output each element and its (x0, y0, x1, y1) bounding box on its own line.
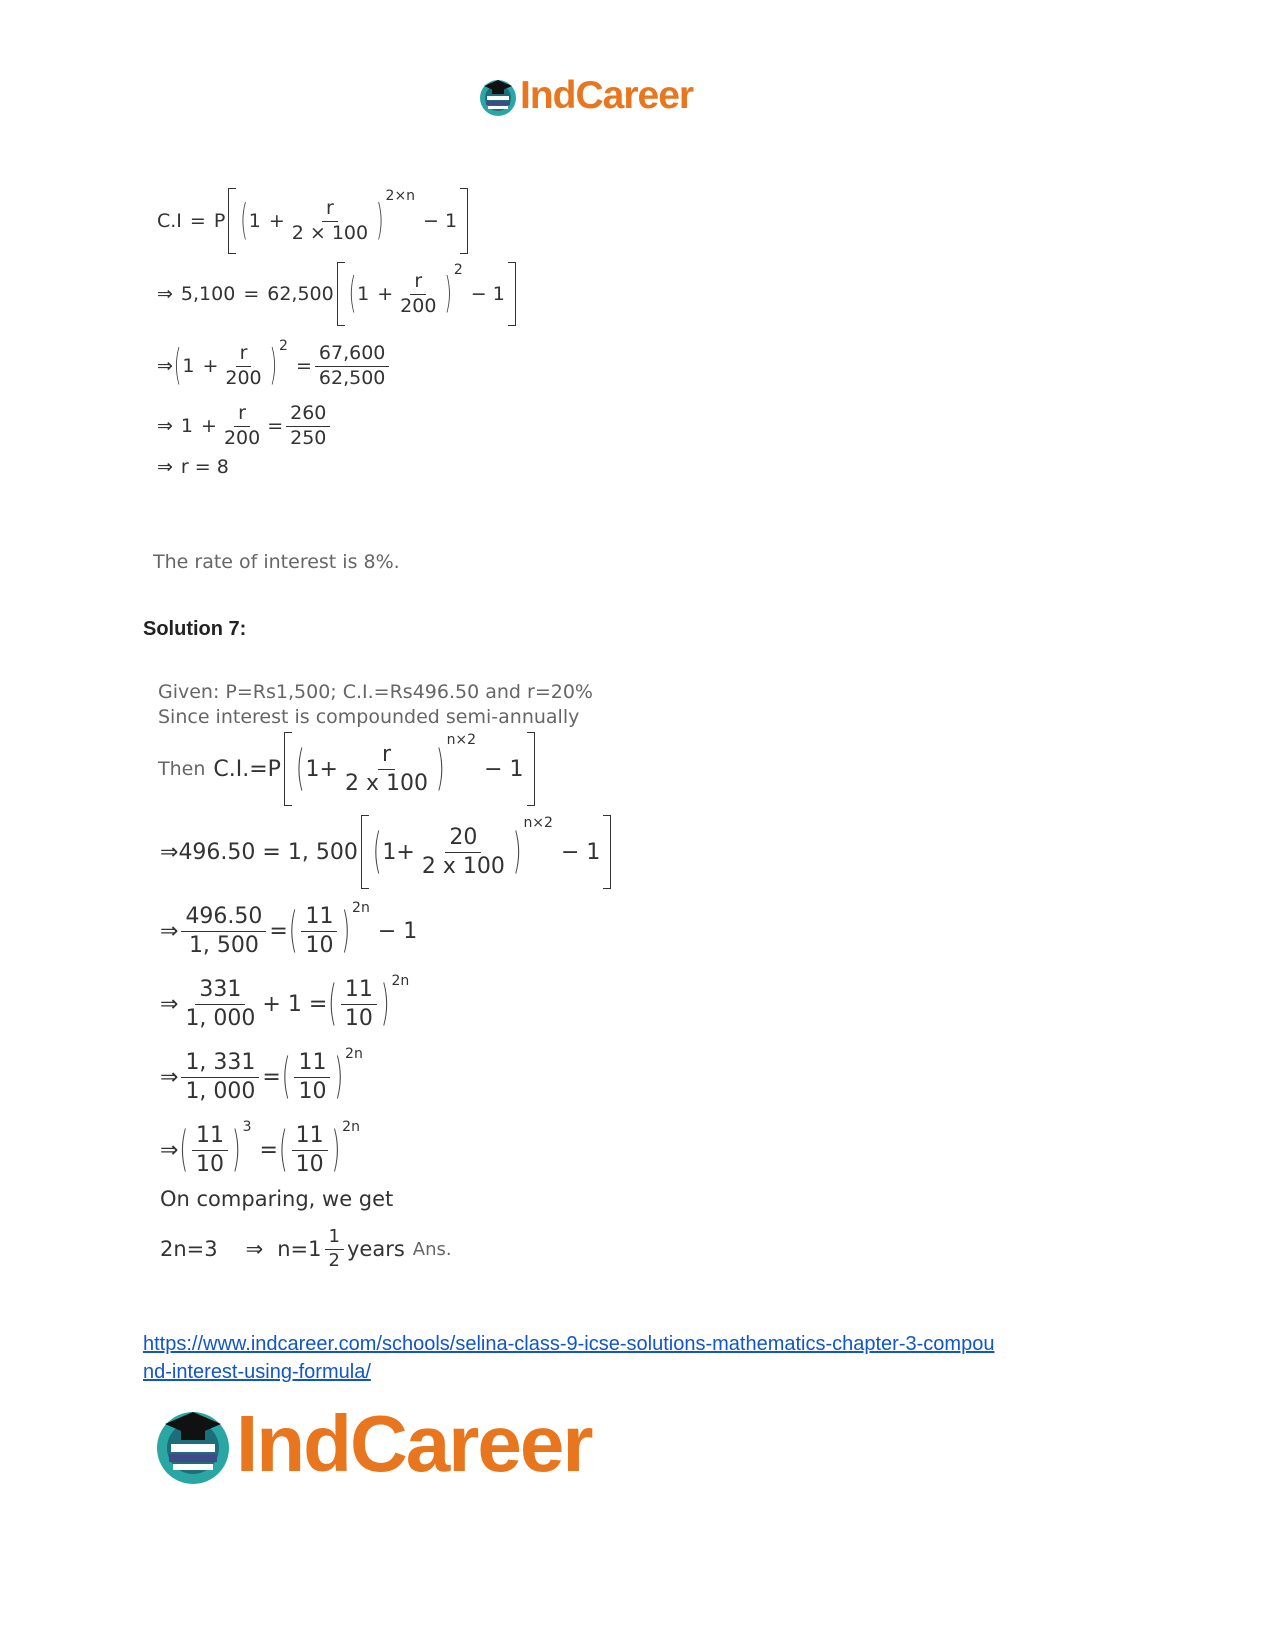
fraction: $\frac{11}{10}$ (292, 1123, 328, 1177)
rate-conclusion-text: The rate of interest is 8%. (153, 551, 400, 573)
sol7-comparing: On comparing, we get (160, 1187, 394, 1211)
header-logo (478, 74, 693, 118)
sol7-line-3: ⇒ $\frac{496.50}{1, 500}$ = ( $\frac{11}{10}$ ) 2n − 1 (160, 900, 418, 959)
source-url-link[interactable]: https://www.indcareer.com/schools/selina-class-9-icse-solutions-mathematics-chapter-3-compou nd-interest-using-formula/ (143, 1333, 995, 1383)
sol7-line-1: Then C.I. =P ( 1 + $\frac{r}{2 x 100}$ ) n×2 − 1 (158, 732, 538, 806)
footer-logo-text: IndCareer (236, 1399, 592, 1488)
fraction: $\frac{1}{2}$ (325, 1227, 344, 1271)
sol6-line-5: ⇒ r = 8 (157, 456, 229, 478)
fraction: $\frac{r}{2 \times 100}$ (291, 196, 369, 244)
sol6-line-3: ⇒ ( 1 + $\frac{r}{200}$ ) 2 = $\frac{67,600}{62,500}$ (157, 338, 392, 394)
header-logo-text: IndCareer (520, 74, 694, 117)
fraction: $\frac{496.50}{1, 500}$ (181, 904, 266, 958)
sol7-given: Given: P=Rs1,500; C.I.=Rs496.50 and r=20% (158, 681, 593, 703)
fraction: $\frac{r}{200}$ (225, 341, 262, 389)
fraction: $\frac{11}{10}$ (192, 1123, 228, 1177)
fraction: $\frac{11}{10}$ (301, 904, 337, 958)
fraction: $\frac{r}{200}$ (400, 269, 437, 317)
fraction: $\frac{20}{2 x 100}$ (421, 825, 505, 879)
solution-7-heading: Solution 7: (143, 618, 247, 640)
fraction: $\frac{11}{10}$ (341, 977, 377, 1031)
sol7-line-5: ⇒ $\frac{1, 331}{1, 000}$ = ( $\frac{11}{10}$ ) 2n (160, 1046, 363, 1105)
sol6-line-1: C.I = P ( 1 + $\frac{r}{2 \times 100}$ ) 2×n − 1 (157, 188, 471, 254)
graduation-cap-books-icon (478, 75, 518, 117)
sol7-final: 2n=3 ⇒ n=1 $\frac{1}{2}$ years Ans. (160, 1225, 452, 1271)
graduation-cap-books-icon (152, 1402, 234, 1486)
fraction: $\frac{r}{200}$ (223, 401, 261, 449)
sol7-line-4: ⇒ $\frac{331}{1, 000}$ + 1 = ( $\frac{11}{10}$ ) 2n (160, 973, 410, 1032)
fraction: $\frac{1, 331}{1, 000}$ (181, 1050, 259, 1104)
fraction: $\frac{260}{250}$ (286, 403, 330, 450)
sol6-line-4: ⇒ 1 + $\frac{r}{200}$ = $\frac{260}{250}$ (157, 400, 333, 452)
footer-logo (152, 1398, 591, 1490)
sol7-since: Since interest is compounded semi-annually (158, 706, 580, 728)
fraction: $\frac{67,600}{62,500}$ (315, 343, 389, 390)
sol6-line-2: ⇒ 5,100 = 62,500 ( 1 + $\frac{r}{200}$ ) 2 − 1 (157, 262, 519, 326)
fraction: $\frac{11}{10}$ (294, 1050, 330, 1104)
fraction: $\frac{331}{1, 000}$ (185, 977, 256, 1031)
sol7-line-2: ⇒ 496.50 = 1, 500 ( 1 + $\frac{20}{2 x 100}$ ) n×2 − 1 (160, 815, 614, 889)
sol7-line-6: ⇒ ( $\frac{11}{10}$ ) 3 = ( $\frac{11}{10}$ ) 2n (160, 1119, 360, 1178)
fraction: $\frac{r}{2 x 100}$ (344, 742, 428, 796)
